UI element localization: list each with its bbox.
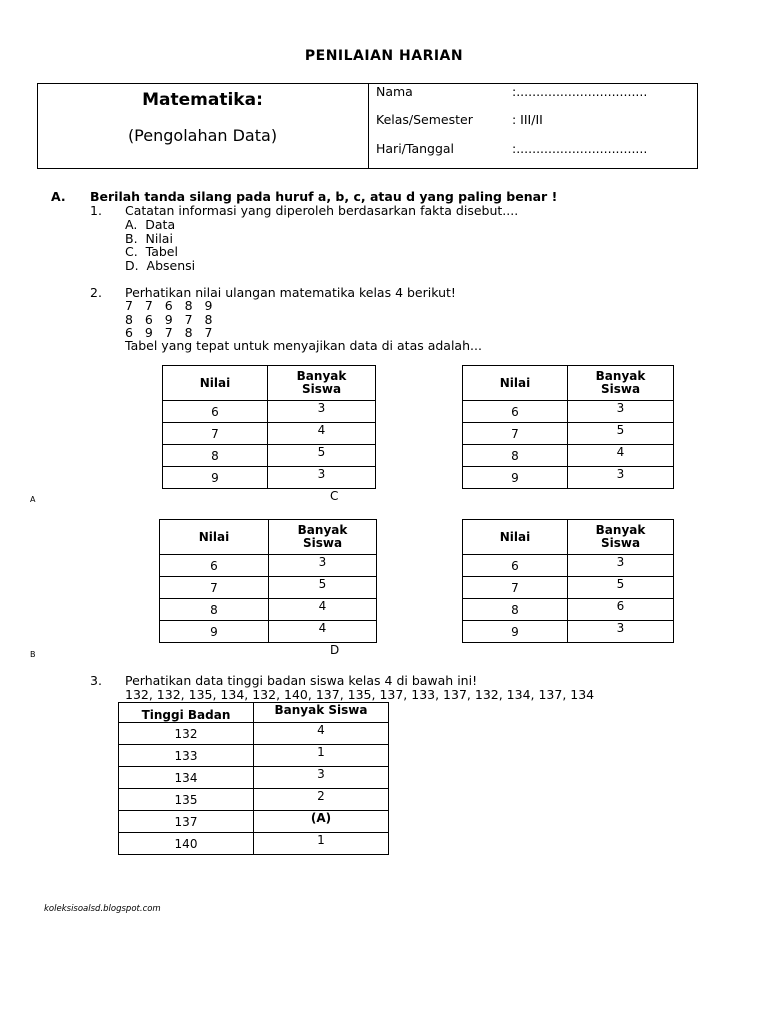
col-header-nilai: Nilai <box>463 520 568 555</box>
table-cell: 8 <box>463 599 568 621</box>
q2-text: Perhatikan nilai ulangan matematika kelas 4 berikut! <box>125 285 456 300</box>
table-cell: 7 <box>463 577 568 599</box>
q3-table <box>118 702 389 855</box>
table-cell: 5 <box>568 577 674 599</box>
table-cell: 7 <box>463 423 568 445</box>
option-label-a: A <box>30 495 36 504</box>
field-label-hari: Hari/Tanggal <box>376 141 455 156</box>
table-cell: 132 <box>119 723 254 745</box>
q2-number: 2. <box>90 285 102 300</box>
table-cell: 3 <box>568 621 674 643</box>
q1-option-c: C. Tabel <box>125 244 178 259</box>
table-cell: 9 <box>463 621 568 643</box>
q2-data-row: 7 7 6 8 9 <box>125 298 213 313</box>
table-cell: 5 <box>269 577 377 599</box>
table-cell: 6 <box>160 555 269 577</box>
table-cell: 9 <box>463 467 568 489</box>
table-cell: 9 <box>160 621 269 643</box>
table-cell: 4 <box>269 599 377 621</box>
table-cell: 4 <box>268 423 376 445</box>
q2-data-row: 8 6 9 7 8 <box>125 312 213 327</box>
footer-source: koleksisoalsd.blogspot.com <box>44 904 161 914</box>
table-cell: 4 <box>269 621 377 643</box>
q3-number: 3. <box>90 673 102 688</box>
table-cell: 137 <box>119 811 254 833</box>
table-cell: 9 <box>163 467 268 489</box>
table-cell: 3 <box>268 401 376 423</box>
subject-topic: (Pengolahan Data) <box>127 126 278 145</box>
table-cell: 4 <box>568 445 674 467</box>
field-value-hari: :................................. <box>512 141 648 156</box>
table-cell: 5 <box>268 445 376 467</box>
q3-text: Perhatikan data tinggi badan siswa kelas 4 di bawah ini! <box>125 673 478 688</box>
col-header-banyak-siswa: Banyak Siswa <box>568 366 674 401</box>
table-cell: 3 <box>254 767 389 789</box>
col-header-tinggi-badan: Tinggi Badan <box>119 703 254 723</box>
q2-table-b <box>159 519 377 643</box>
table-cell: 6 <box>568 599 674 621</box>
field-value-kelas: : III/II <box>512 112 543 127</box>
header-divider <box>368 83 369 169</box>
col-header-banyak-siswa: Banyak Siswa <box>268 366 376 401</box>
option-label-b: B <box>30 650 36 659</box>
table-cell: 8 <box>463 445 568 467</box>
table-cell: 3 <box>269 555 377 577</box>
q3-data: 132, 132, 135, 134, 132, 140, 137, 135, 137, 133, 137, 132, 134, 137, 134 <box>125 687 595 702</box>
col-header-nilai: Nilai <box>463 366 568 401</box>
table-cell: 3 <box>568 555 674 577</box>
table-cell: 1 <box>254 745 389 767</box>
field-label-kelas: Kelas/Semester <box>376 112 473 127</box>
table-cell: 133 <box>119 745 254 767</box>
table-cell: 7 <box>163 423 268 445</box>
table-cell: 1 <box>254 833 389 855</box>
table-cell: 2 <box>254 789 389 811</box>
field-label-nama: Nama <box>376 84 413 99</box>
option-label-c: C <box>330 489 339 503</box>
section-letter: A. <box>51 189 66 204</box>
table-cell: 6 <box>463 555 568 577</box>
col-header-banyak-siswa: Banyak Siswa <box>568 520 674 555</box>
table-cell: 4 <box>254 723 389 745</box>
table-cell: 8 <box>163 445 268 467</box>
q1-text: Catatan informasi yang diperoleh berdasarkan fakta disebut.... <box>125 203 519 218</box>
q2-table-d <box>462 519 674 643</box>
option-label-d: D <box>330 643 340 657</box>
table-cell: 6 <box>163 401 268 423</box>
subject-name: Matematika: <box>142 90 263 110</box>
table-cell: 8 <box>160 599 269 621</box>
table-cell: 3 <box>568 467 674 489</box>
table-cell: 135 <box>119 789 254 811</box>
field-value-nama: :................................. <box>512 84 648 99</box>
col-header-nilai: Nilai <box>163 366 268 401</box>
q1-option-d: D. Absensi <box>125 258 196 273</box>
table-cell: 5 <box>568 423 674 445</box>
q2-table-c <box>462 365 674 489</box>
col-header-banyak-siswa: Banyak Siswa <box>269 520 377 555</box>
q2-table-a <box>162 365 376 489</box>
section-instruction: Berilah tanda silang pada huruf a, b, c, atau d yang paling benar ! <box>90 189 558 204</box>
table-cell: 134 <box>119 767 254 789</box>
table-cell: 3 <box>268 467 376 489</box>
table-cell: 6 <box>463 401 568 423</box>
q1-number: 1. <box>90 203 102 218</box>
q1-option-a: A. Data <box>125 217 176 232</box>
q2-data-row: 6 9 7 8 7 <box>125 325 213 340</box>
q1-option-b: B. Nilai <box>125 231 173 246</box>
table-cell: 3 <box>568 401 674 423</box>
q2-prompt: Tabel yang tepat untuk menyajikan data di atas adalah... <box>125 338 482 353</box>
col-header-banyak-siswa: Banyak Siswa <box>254 703 389 723</box>
table-cell: 7 <box>160 577 269 599</box>
table-cell-answer-blank: (A) <box>254 811 389 833</box>
col-header-nilai: Nilai <box>160 520 269 555</box>
table-cell: 140 <box>119 833 254 855</box>
page-title: PENILAIAN HARIAN <box>304 48 464 64</box>
